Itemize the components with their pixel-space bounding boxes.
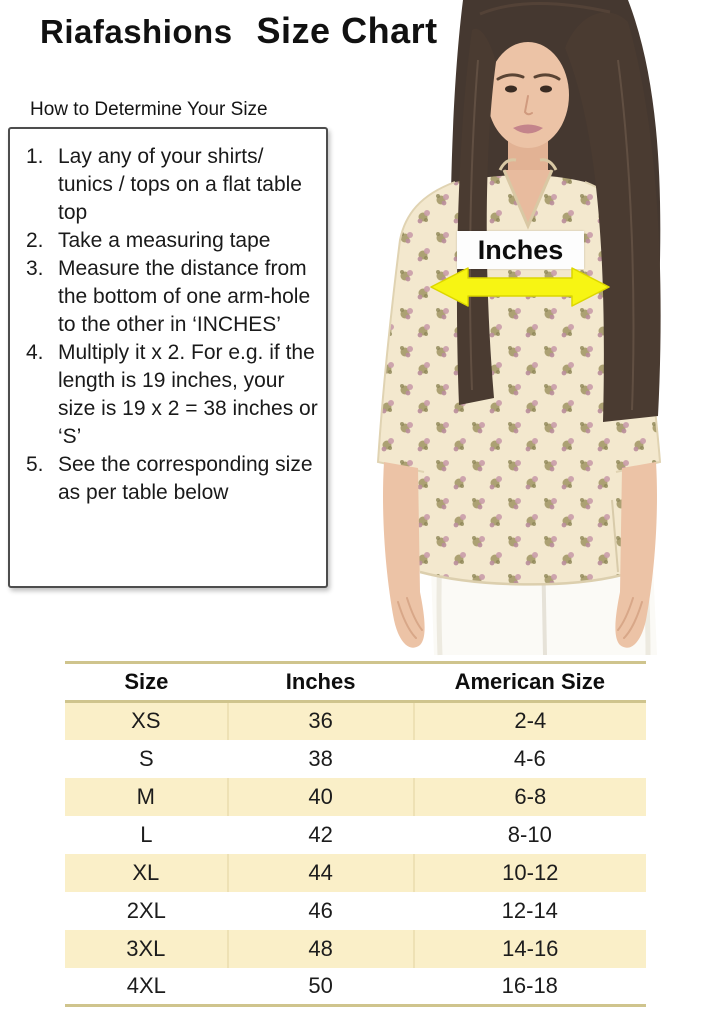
table-row: [65, 740, 646, 778]
measure-arrow: [428, 264, 612, 310]
cell-inches: 50: [308, 972, 333, 998]
inches-label: Inches: [457, 231, 584, 269]
cell-american-size: 6-8: [514, 783, 547, 809]
cell-inches: 36: [228, 702, 414, 740]
instruction-item: [18, 227, 320, 255]
cell-inches: 38: [308, 745, 333, 771]
cell-american-size: 2-4: [514, 708, 547, 734]
cell-american-size: 4-6: [513, 745, 546, 771]
cell-american-size: 8-10: [507, 821, 552, 847]
table-row: [65, 892, 646, 930]
instruction-text: Multiply it x 2. For e.g. if the length is 19 inches, your size is 19 x 2 = 38 inches or ‘S’: [58, 341, 318, 448]
how-to-heading: How to Determine Your Size: [30, 99, 268, 120]
size-table: [65, 661, 646, 1007]
instruction-item: [18, 339, 320, 451]
cell-american-size: 16-18: [501, 972, 558, 998]
cell-inches: 42: [308, 821, 333, 847]
instructions-list: [18, 143, 320, 507]
table-row: [65, 778, 646, 816]
instruction-text: Take a measuring tape: [58, 229, 271, 252]
cell-inches: 48: [228, 930, 414, 968]
cell-inches: 44: [228, 854, 414, 892]
col-header-american-size: American Size: [414, 663, 646, 702]
instruction-text: See the corresponding size as per table below: [58, 453, 313, 504]
instruction-item: [18, 143, 320, 227]
double-arrow-icon: [428, 264, 612, 310]
instruction-number: 1.: [26, 145, 44, 168]
instructions-box: [8, 127, 328, 588]
cell-american-size: 10-12: [502, 859, 559, 885]
model-illustration: [360, 0, 709, 660]
size-table-header-row: [65, 663, 646, 702]
table-row: [65, 930, 646, 968]
instruction-item: [18, 255, 320, 339]
instruction-text: Lay any of your shirts/ tunics / tops on a flat table top: [58, 145, 302, 224]
instruction-text: Measure the distance from the bottom of one arm-hole to the other in ‘INCHES’: [58, 257, 311, 336]
col-header-inches: Inches: [228, 663, 414, 702]
table-row: [65, 816, 646, 854]
instruction-number: 3.: [26, 257, 44, 280]
cell-size: XS: [65, 702, 228, 740]
cell-size: 2XL: [126, 897, 166, 923]
table-row: [65, 854, 646, 892]
cell-american-size: 12-14: [501, 897, 558, 923]
cell-size: XL: [65, 854, 228, 892]
instruction-item: [18, 451, 320, 507]
cell-size: 3XL: [65, 930, 228, 968]
page-title: Size Chart: [256, 10, 438, 51]
instruction-number: 5.: [26, 453, 44, 476]
model-photo: [360, 0, 709, 660]
cell-size: S: [138, 745, 154, 771]
cell-inches: 46: [308, 897, 333, 923]
cell-size: M: [65, 778, 228, 816]
cell-american-size: 14-16: [502, 935, 559, 961]
instruction-number: 4.: [26, 341, 44, 364]
table-row: [65, 968, 646, 1006]
cell-size: L: [140, 821, 153, 847]
col-header-size: Size: [65, 663, 228, 702]
cell-inches: 40: [228, 778, 414, 816]
table-row: [65, 702, 646, 740]
brand-name: Riafashions: [40, 13, 233, 50]
instruction-number: 2.: [26, 229, 44, 252]
cell-size: 4XL: [126, 972, 166, 998]
